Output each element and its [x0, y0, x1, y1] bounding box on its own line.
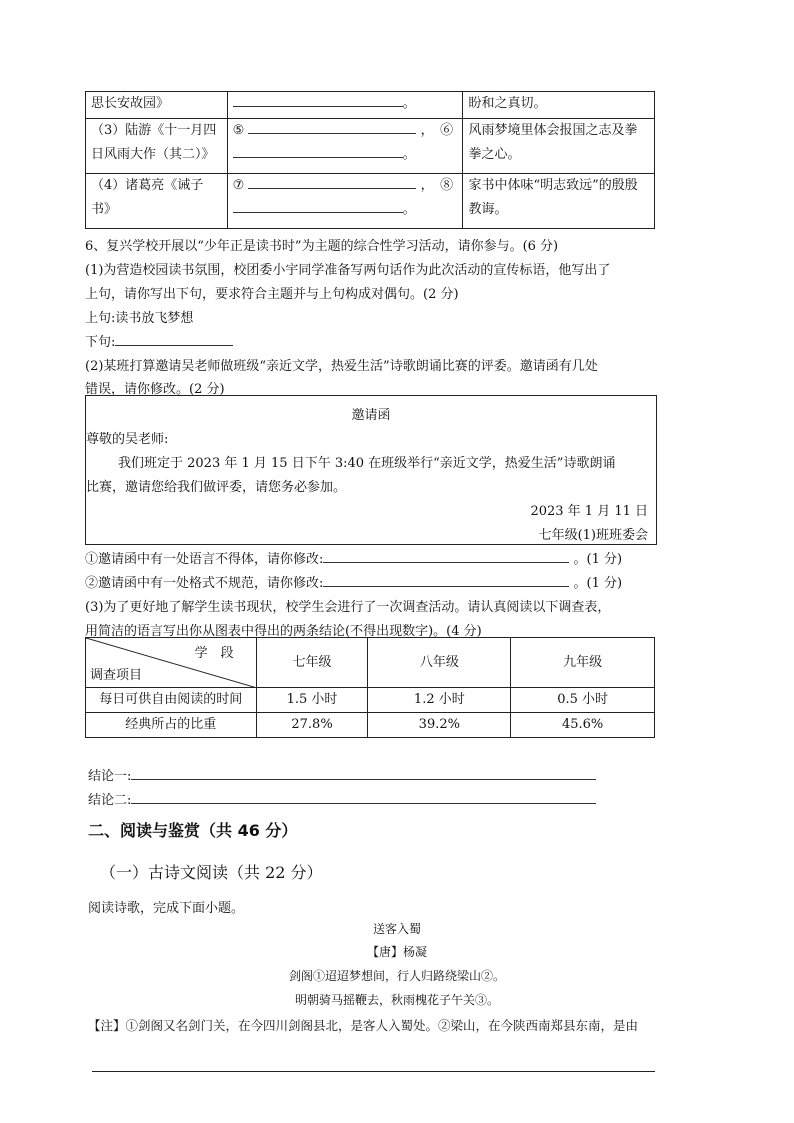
table-row — [86, 638, 655, 688]
answer-cell[interactable]: ⑤ ， ⑥ 。 — [227, 119, 463, 174]
section-heading: 二、阅读与鉴赏（共 46 分） — [88, 821, 298, 840]
invitation-body-2: 比赛，邀请您给我们做评委，请您务必参加。 — [86, 480, 347, 495]
invitation-signature: 七年级(1)班班委会 — [538, 528, 648, 543]
table-cell: 27.8% — [256, 713, 368, 738]
answer-blank[interactable] — [248, 119, 416, 134]
fix-line-1: ①邀请函中有一处语言不得体，请你修改: 。(1 分) — [85, 548, 622, 567]
note-cell: 家书中体味“明志致远”的殷殷教诲。 — [463, 174, 655, 229]
table-row — [86, 174, 655, 229]
answer-cell[interactable]: 。 — [227, 92, 463, 119]
corner-bottom-label: 调查项目 — [90, 668, 143, 683]
subsection-heading: （一）古诗文阅读（共 22 分） — [100, 863, 323, 882]
invitation-greeting: 尊敬的吴老师: — [86, 432, 169, 447]
fix-line-2: ②邀请函中有一处格式不规范，请你修改: 。(1 分) — [85, 572, 622, 591]
poem-line-1: 剑阁①迢迢梦想间，行人归路绕梁山②。 — [288, 969, 505, 983]
table-row — [86, 119, 655, 174]
corner-cell — [86, 638, 257, 688]
poem-title: 送客入蜀 — [372, 922, 421, 936]
grade-header: 七年级 — [256, 638, 368, 688]
poem-title-cell: 思长安故园》 — [86, 92, 228, 119]
poem-line-2: 明朝骑马摇鞭去，秋雨槐花子午关③。 — [294, 993, 499, 1007]
poem-fill-table — [85, 91, 655, 229]
table-row — [86, 713, 655, 738]
survey-table — [85, 637, 655, 738]
q6-part1-line1: (1)为营造校园读书氛围，校团委小宇同学准备写两句话作为此次活动的宣传标语，他写出了 — [85, 263, 611, 278]
answer-cell[interactable]: ⑦ ， ⑧ 。 — [227, 174, 463, 229]
upper-couplet: 上句:读书放飞梦想 — [85, 311, 194, 326]
row-label: 每日可供自由阅读的时间 — [86, 688, 257, 713]
grade-header: 九年级 — [511, 638, 655, 688]
answer-blank[interactable] — [248, 174, 416, 189]
invitation-box — [85, 395, 657, 545]
poem-author: 【唐】杨凝 — [366, 945, 427, 959]
conclusion-line-1: 结论一: — [88, 765, 596, 784]
q6-part3-line2: 用简洁的语言写出你从图表中得出的两条结论(不得出现数字)。(4 分) — [85, 624, 482, 639]
answer-blank[interactable] — [233, 198, 403, 213]
table-row — [86, 92, 655, 119]
note-cell: 盼和之真切。 — [463, 92, 655, 119]
invitation-date: 2023 年 1 月 11 日 — [530, 504, 648, 519]
invitation-title: 邀请函 — [351, 408, 391, 423]
table-cell: 1.2 小时 — [368, 688, 511, 713]
fix-blank-1[interactable] — [323, 548, 569, 563]
q6-stem: 6、复兴学校开展以“少年正是读书时”为主题的综合性学习活动，请你参与。(6 分) — [85, 239, 559, 254]
conclusion-blank-1[interactable] — [131, 765, 596, 780]
q6-part2-line2: 错误，请你修改。(2 分) — [85, 382, 225, 397]
poem-title-cell: （4）诸葛亮《诫子书》 — [86, 174, 228, 229]
table-cell: 1.5 小时 — [256, 688, 368, 713]
table-cell: 39.2% — [368, 713, 511, 738]
q6-part1-line2: 上句，请你写出下句，要求符合主题并与上句构成对偶句。(2 分) — [85, 287, 459, 302]
lower-couplet-label: 下句: — [85, 335, 116, 350]
footer-rule — [92, 1071, 655, 1072]
corner-top-label: 学 段 — [194, 646, 234, 661]
answer-blank[interactable] — [233, 92, 403, 107]
fix-blank-2[interactable] — [323, 572, 569, 587]
conclusion-blank-2[interactable] — [131, 789, 596, 804]
table-cell: 0.5 小时 — [511, 688, 655, 713]
grade-header: 八年级 — [368, 638, 511, 688]
invitation-body-1: 我们班定于 2023 年 1 月 15 日下午 3:40 在班级举行“亲近文学，热爱生活”诗歌朗诵 — [118, 456, 616, 471]
answer-blank[interactable] — [233, 143, 403, 158]
table-cell: 45.6% — [511, 713, 655, 738]
q6-part2-line1: (2)某班打算邀请吴老师做班级“亲近文学，热爱生活”诗歌朗诵比赛的评委。邀请函有几处 — [85, 359, 598, 374]
lower-couplet-blank[interactable] — [115, 331, 233, 346]
table-row — [86, 688, 655, 713]
poem-title-cell: （3）陆游《十一月四日风雨大作（其二）》 — [86, 119, 228, 174]
lower-couplet-row — [85, 331, 233, 350]
note-cell: 风雨梦境里体会报国之志及拳拳之心。 — [463, 119, 655, 174]
row-label: 经典所占的比重 — [86, 713, 257, 738]
q6-part3-line1: (3)为了更好地了解学生读书现状，校学生会进行了一次调查活动。请认真阅读以下调查表， — [85, 600, 611, 615]
reading-instruction: 阅读诗歌，完成下面小题。 — [88, 901, 245, 916]
poem-note: 【注】①剑阁又名剑门关，在今四川剑阁县北，是客人入蜀处。②梁山，在今陕西南郑县东南，是由 — [88, 1018, 639, 1033]
conclusion-line-2: 结论二: — [88, 789, 596, 808]
